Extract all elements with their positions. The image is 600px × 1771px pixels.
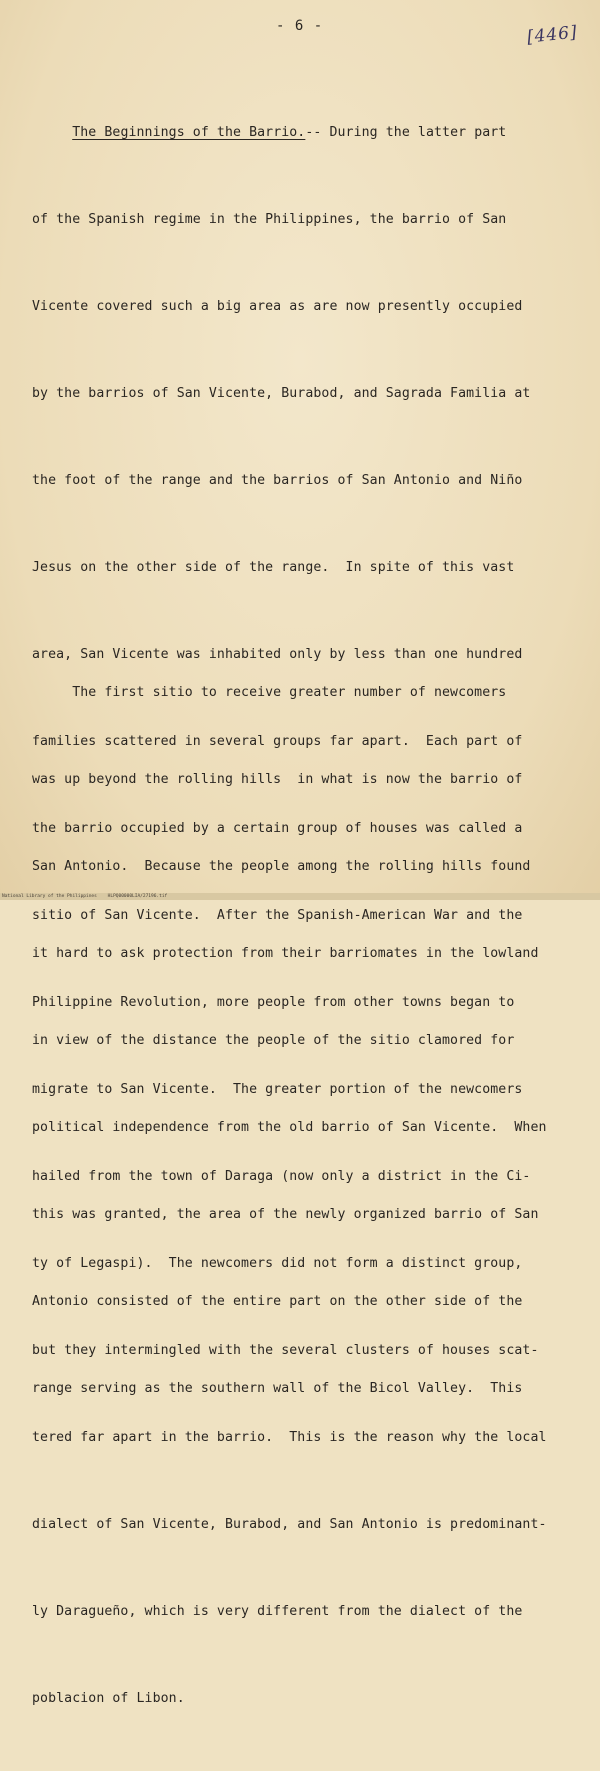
- text-line: The first sitio to receive greater number of newcomers: [32, 685, 507, 700]
- text-line: poblacion of Libon.: [32, 1691, 185, 1706]
- archive-handwritten-mark: [446]: [526, 22, 579, 48]
- text-line: Jesus on the other side of the range. In spite of this vast: [32, 560, 515, 575]
- text-line: Vicente covered such a big area as are now presently occupied: [32, 299, 523, 314]
- text-line: this was granted, the area of the newly organized barrio of San: [32, 1207, 539, 1222]
- paragraph-first-sitio: [32, 620, 580, 1461]
- text-line: Philippine Revolution, more people from other towns began to: [32, 995, 515, 1010]
- text-line: San Antonio. Because the people among the rolling hills found: [32, 859, 531, 874]
- paragraph-first-line: [32, 118, 580, 147]
- text-line: hailed from the town of Daraga (now only a district in the Ci-: [32, 1169, 531, 1184]
- text-line: by the barrios of San Vicente, Burabod, and Sagrada Familia at: [32, 386, 531, 401]
- text-line: the barrio occupied by a certain group of houses was called a: [32, 821, 523, 836]
- text-line: ty of Legaspi). The newcomers did not form a distinct group,: [32, 1256, 523, 1271]
- text-line: was up beyond the rolling hills in what is now the barrio of: [32, 772, 523, 787]
- text-line: in view of the distance the people of the sitio clamored for: [32, 1033, 515, 1048]
- text-line: it hard to ask protection from their barriomates in the lowland: [32, 946, 539, 961]
- page-number: - 6 -: [276, 18, 324, 34]
- text-line: area, San Vicente was inhabited only by less than one hundred: [32, 647, 523, 662]
- footer-caption: National Library of the Philippines HLPQ00000LIA/27196.tif: [2, 894, 168, 899]
- text-line: of the Spanish regime in the Philippines, the barrio of San: [32, 212, 507, 227]
- text-line: Antonio consisted of the entire part on the other side of the: [32, 1294, 523, 1309]
- text-line: political independence from the old barrio of San Vicente. When: [32, 1120, 547, 1135]
- text-line: tered far apart in the barrio. This is the reason why the local: [32, 1430, 547, 1445]
- text-line: range serving as the southern wall of the Bicol Valley. This: [32, 1381, 523, 1396]
- text-line: but they intermingled with the several clusters of houses scat-: [32, 1343, 539, 1358]
- text-line: ly Daragueño, which is very different from the dialect of the: [32, 1604, 523, 1619]
- text-line: the foot of the range and the barrios of San Antonio and Niño: [32, 473, 523, 488]
- text-line: families scattered in several groups far apart. Each part of: [32, 734, 523, 749]
- heading-suffix: -- During the latter part: [305, 125, 507, 140]
- text-line: migrate to San Vicente. The greater portion of the newcomers: [32, 1082, 523, 1097]
- section-heading: The Beginnings of the Barrio.: [72, 125, 306, 140]
- text-line: sitio of San Vicente. After the Spanish-American War and the: [32, 908, 523, 923]
- text-line: dialect of San Vicente, Burabod, and San Antonio is predominant-: [32, 1517, 547, 1532]
